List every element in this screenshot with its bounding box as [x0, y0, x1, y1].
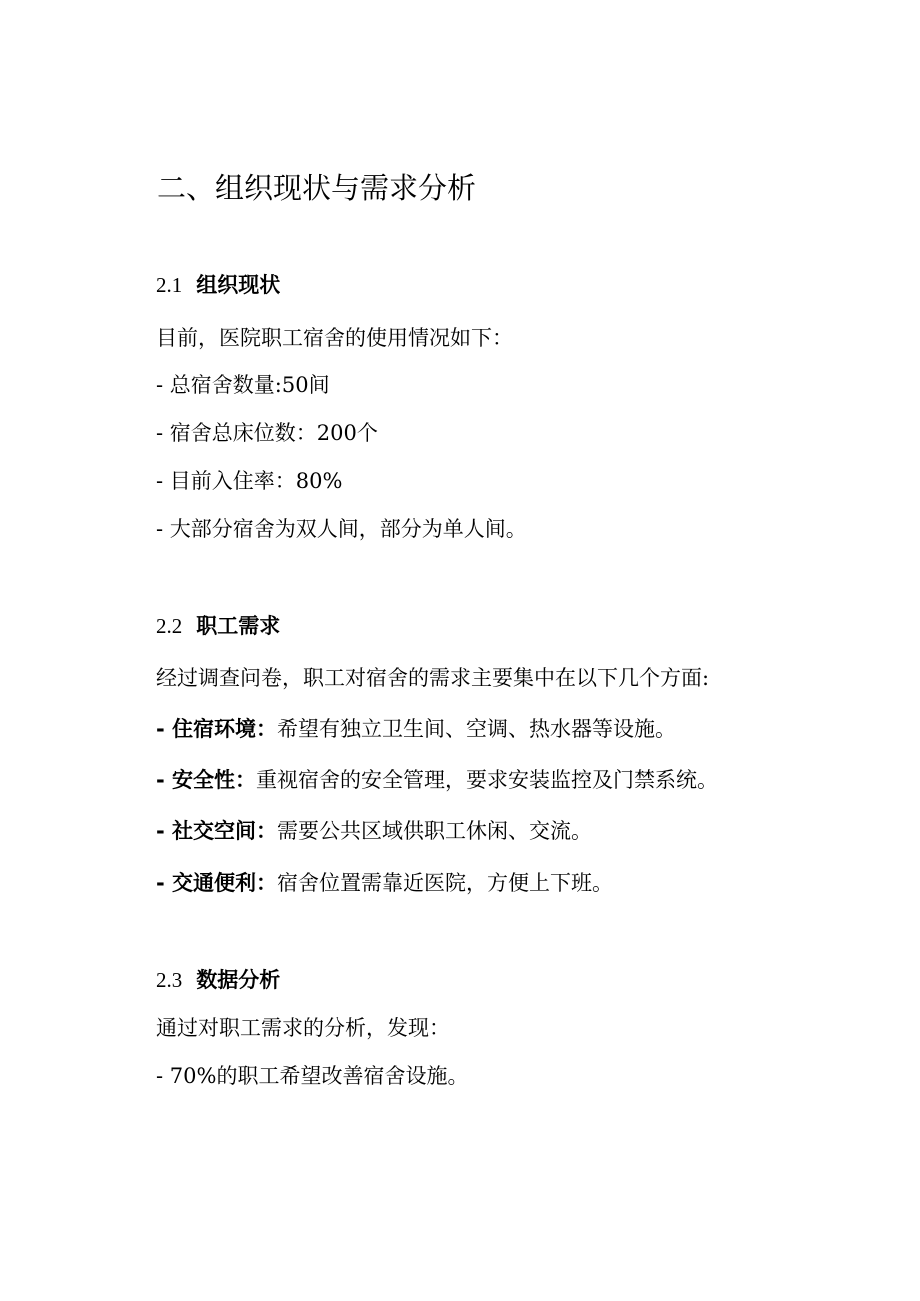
- section-heading-2-2: [156, 611, 280, 641]
- section-title: 数据分析: [196, 968, 281, 992]
- section-number: 2.2: [156, 614, 183, 638]
- section-number: 2.3: [156, 968, 183, 992]
- item-label: 安全性：: [172, 768, 257, 792]
- list-item: [156, 714, 676, 744]
- item-text: 需要公共区域供职工休闲、交流。: [277, 819, 593, 843]
- item-label: 社交空间：: [172, 819, 278, 843]
- list-item: - 目前入住率：80%: [156, 469, 343, 493]
- section-number: 2.1: [156, 273, 183, 297]
- list-item: - 70%的职工希望改善宿舍设施。: [156, 1064, 469, 1088]
- list-item: [156, 765, 718, 795]
- item-label: 住宿环境：: [172, 717, 278, 741]
- item-dash: -: [156, 717, 173, 741]
- section-heading-2-3: [156, 965, 280, 995]
- section-title: 组织现状: [196, 273, 281, 297]
- item-label: 交通便利：: [172, 871, 278, 895]
- section-title: 职工需求: [196, 614, 281, 638]
- list-item: [156, 816, 592, 846]
- list-item: - 宿舍总床位数：200个: [156, 421, 378, 445]
- item-dash: -: [156, 871, 173, 895]
- list-item: [156, 868, 613, 898]
- list-item: - 总宿舍数量:50间: [156, 373, 330, 397]
- item-text: 希望有独立卫生间、空调、热水器等设施。: [277, 717, 677, 741]
- section-1-intro: 目前，医院职工宿舍的使用情况如下：: [156, 326, 513, 350]
- section-heading-2-1: [156, 270, 280, 300]
- item-text: 宿舍位置需靠近医院，方便上下班。: [277, 871, 614, 895]
- section-3-intro: 通过对职工需求的分析，发现：: [156, 1016, 450, 1040]
- list-item: - 大部分宿舍为双人间，部分为单人间。: [156, 517, 527, 541]
- item-dash: -: [156, 768, 173, 792]
- section-2-intro: 经过调查问卷，职工对宿舍的需求主要集中在以下几个方面:: [156, 666, 710, 690]
- item-text: 重视宿舍的安全管理，要求安装监控及门禁系统。: [256, 768, 719, 792]
- chapter-title: 二、组织现状与需求分析: [157, 171, 477, 205]
- item-dash: -: [156, 819, 173, 843]
